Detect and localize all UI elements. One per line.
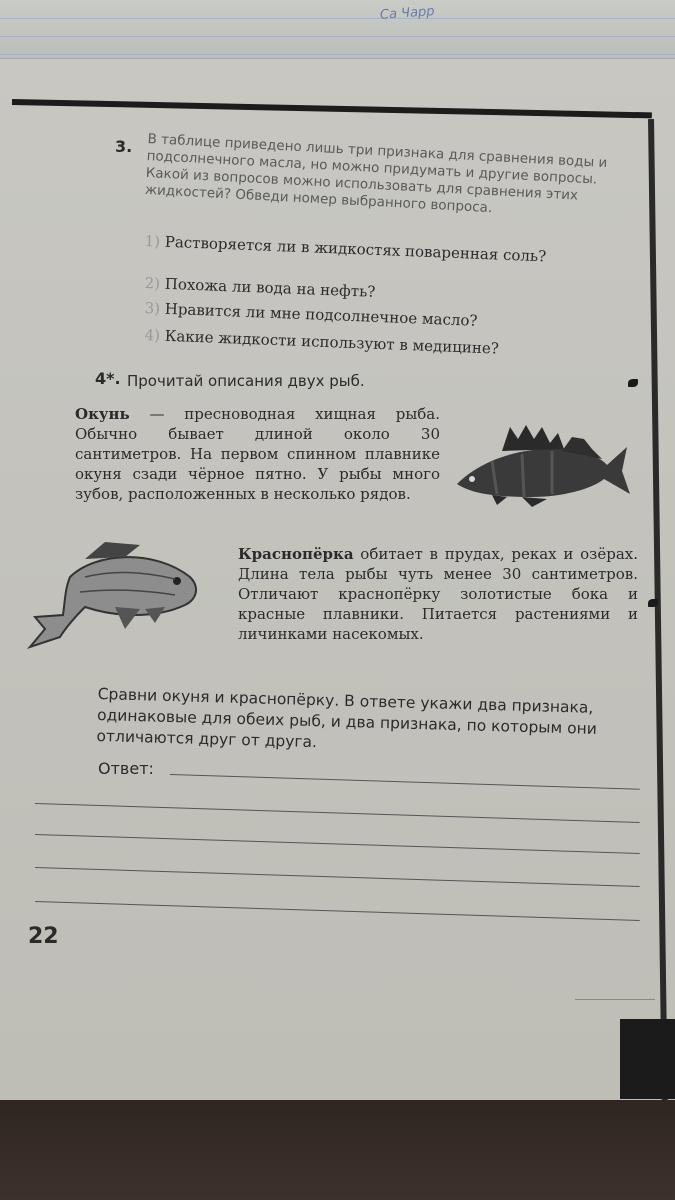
- question-3-text: В таблице приведено лишь три признака для сравнения воды и подсолнечного масла, но можно придумать и другие вопросы. Какой из вопросов можно использовать для сравнения этих жидкостей? Обведи номер выбранного вопроса.: [144, 131, 608, 217]
- question-4-heading: Прочитай описания двух рыб.: [127, 372, 365, 390]
- option-text: Нравится ли мне подсолнечное масло?: [164, 299, 478, 330]
- page-corner-shadow: [620, 1019, 675, 1099]
- question-4-number: 4*.: [95, 369, 121, 388]
- option-text: Растворяется ли в жидкостях поваренная соль?: [164, 232, 547, 266]
- ink-mark: [628, 379, 638, 387]
- perch-name: Окунь: [75, 405, 130, 423]
- background-surface: [0, 1100, 675, 1200]
- rudd-description: [238, 544, 638, 644]
- option-number: 4): [144, 326, 161, 345]
- page-edge: [648, 119, 668, 1119]
- notebook-rule: [0, 54, 675, 55]
- ink-mark: [648, 599, 658, 607]
- perch-fish-illustration: [452, 399, 632, 509]
- notebook-rule: [0, 18, 675, 19]
- answer-line[interactable]: [170, 774, 640, 790]
- answer-line[interactable]: [35, 901, 640, 921]
- rudd-text: обитает в прудах, реках и озёрах. Длина тела рыбы чуть менее 30 сантиметров. Отличают краснопёрку золотистые бока и красные плавники. Питается растениями и личинками насекомых.: [238, 545, 638, 643]
- option-number: 3): [144, 299, 161, 318]
- option-number: 2): [144, 274, 161, 293]
- answer-line[interactable]: [35, 803, 640, 823]
- option-text: Какие жидкости используют в медицине?: [164, 326, 500, 358]
- notebook-scribble: Са Чарр: [379, 4, 436, 23]
- page-number: 22: [28, 924, 59, 949]
- option-text: Похожа ли вода на нефть?: [164, 274, 376, 301]
- option-number: 1): [144, 232, 161, 251]
- rudd-name: Краснопёрка: [238, 545, 354, 563]
- answer-label: Ответ:: [98, 759, 154, 778]
- notebook-rule: [0, 36, 675, 37]
- faint-line: [575, 999, 655, 1000]
- workbook-page: [0, 58, 675, 1109]
- rudd-fish-illustration: [25, 537, 205, 652]
- question-3-number: 3.: [115, 137, 133, 156]
- answer-line[interactable]: [35, 834, 640, 854]
- top-rule: [12, 99, 652, 118]
- question-3-option-1[interactable]: [144, 232, 584, 267]
- perch-text: — пресноводная хищная рыба. Обычно бывает длиной около 30 сантиметров. На первом спинном плавнике окуня сзади чёрное пятно. У рыбы много зубов, расположенных в несколько рядов.: [75, 405, 440, 503]
- perch-description: [75, 404, 440, 504]
- answer-line[interactable]: [35, 867, 640, 887]
- question-4-task: Сравни окуня и краснопёрку. В ответе укажи два признака, одинаковые для обеих рыб, и два признака, по которым они отличаются друг от друга.: [96, 684, 598, 752]
